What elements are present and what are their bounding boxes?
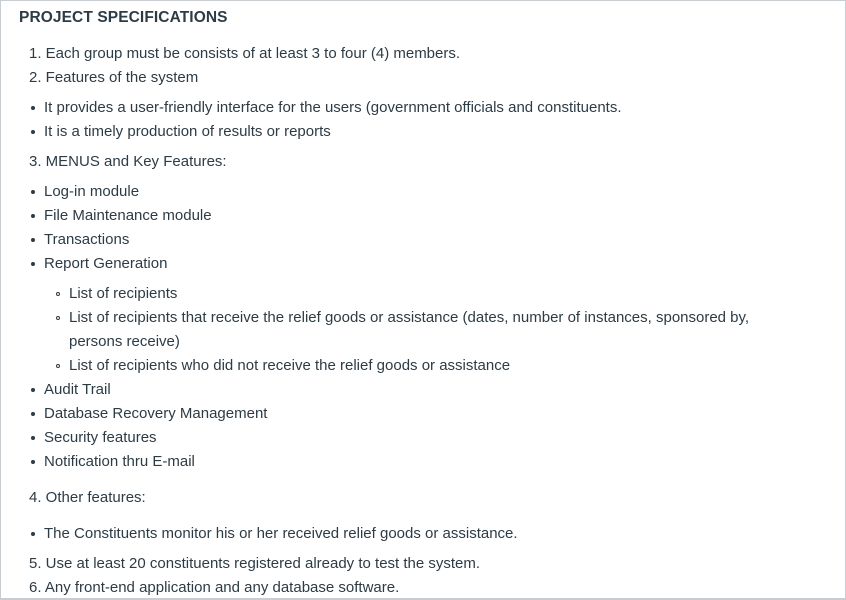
other-feature-item: The Constituents monitor his or her received relief goods or assistance. <box>44 525 518 542</box>
menu-item: Report Generation <box>44 255 168 272</box>
bullet-icon <box>31 412 35 416</box>
bullet-icon <box>31 460 35 464</box>
report-item-continued: persons receive) <box>69 333 180 350</box>
spec-item-4: 4. Other features: <box>29 489 146 506</box>
bullet-icon <box>31 532 35 536</box>
bullet-icon <box>31 106 35 110</box>
feature-item: It provides a user-friendly interface for the users (government officials and constituents. <box>44 99 622 116</box>
menu-item: Security features <box>44 429 157 446</box>
menu-item: Transactions <box>44 231 130 248</box>
bullet-icon <box>31 190 35 194</box>
circle-bullet-icon <box>56 292 60 296</box>
menu-item: Notification thru E-mail <box>44 453 195 470</box>
spec-item-1: 1. Each group must be consists of at least 3 to four (4) members. <box>29 45 461 62</box>
spec-item-5: 5. Use at least 20 constituents registered already to test the system. <box>29 555 481 572</box>
spec-item-6: 6. Any front-end application and any database software. <box>29 579 400 596</box>
bullet-icon <box>31 388 35 392</box>
bullet-icon <box>31 238 35 242</box>
report-item: List of recipients who did not receive the relief goods or assistance <box>69 357 511 374</box>
page-title: PROJECT SPECIFICATIONS <box>19 9 228 26</box>
menu-item: Audit Trail <box>44 381 111 398</box>
circle-bullet-icon <box>56 316 60 320</box>
report-item: List of recipients <box>69 285 178 302</box>
spec-item-2: 2. Features of the system <box>29 69 199 86</box>
bullet-icon <box>31 214 35 218</box>
bullet-icon <box>31 262 35 266</box>
menu-item: File Maintenance module <box>44 207 212 224</box>
spec-item-3: 3. MENUS and Key Features: <box>29 153 227 170</box>
bullet-icon <box>31 130 35 134</box>
bullet-icon <box>31 436 35 440</box>
menu-item: Log-in module <box>44 183 140 200</box>
report-item: List of recipients that receive the relief goods or assistance (dates, number of instances, sponsored by, <box>69 309 750 326</box>
circle-bullet-icon <box>56 364 60 368</box>
menu-item: Database Recovery Management <box>44 405 268 422</box>
feature-item: It is a timely production of results or reports <box>44 123 331 140</box>
